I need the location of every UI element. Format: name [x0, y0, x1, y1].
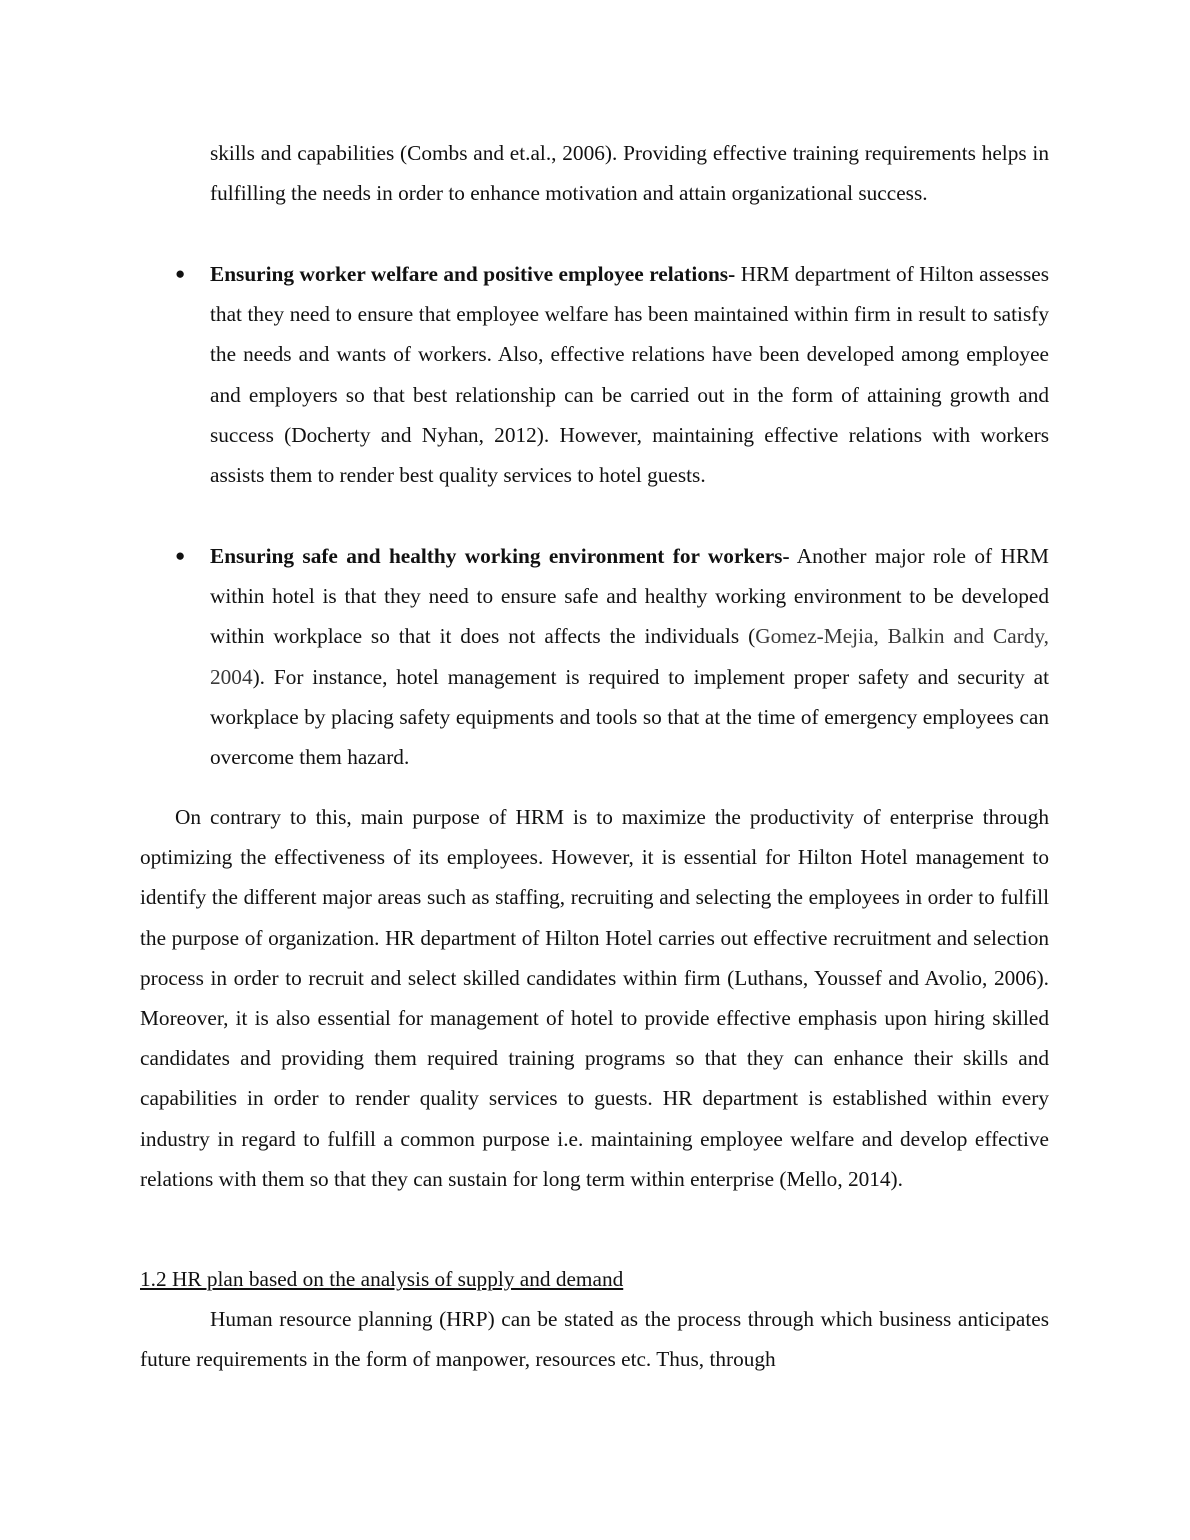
bullet-item-welfare [175, 254, 1049, 495]
bullet-icon: ● [175, 264, 186, 283]
list-continuation-text: skills and capabilities (Combs and et.al., 2006). Providing effective training requirements helps in fulfilling the needs in order to enhance motivation and attain organizational success. [210, 141, 1049, 206]
bullet-icon: ● [175, 546, 186, 565]
section-heading: 1.2 HR plan based on the analysis of supply and demand [140, 1267, 624, 1291]
bullet-text-before: Another major role of HRM within hotel is that they need to ensure safe and healthy working environment to be developed within workplace so that it does not affects the individuals ( [210, 544, 1049, 649]
section-paragraph: Human resource planning (HRP) can be stated as the process through which business anticipates future requirements in the form of manpower, resources etc. Thus, through [140, 1307, 1049, 1372]
bullet-heading: Ensuring safe and healthy working environment for workers- [210, 544, 790, 568]
bullet-text-after: ). For instance, hotel management is required to implement proper safety and security at workplace by placing safety equipments and tools so that at the time of emergency employees can overcome them hazard. [210, 664, 1049, 770]
bullet-item-safety [175, 536, 1049, 777]
bullet-citation: Gomez-Mejia, Balkin and Cardy, 2004 [210, 624, 1049, 689]
bullet-heading: Ensuring worker welfare and positive employee relations- [210, 262, 736, 286]
body-paragraph: On contrary to this, main purpose of HRM is to maximize the productivity of enterprise through optimizing the effectiveness of its employees. However, it is essential for Hilton Hotel management to identify the different major areas such as staffing, recruiting and selecting the employees in order to fulfill the purpose of organization. HR department of Hilton Hotel carries out effective recruitment and selection process in order to recruit and select skilled candidates within firm (Luthans, Youssef and Avolio, 2006). Moreover, it is also essential for management of hotel to provide effective emphasis upon hiring skilled candidates and providing them required training programs so that they can enhance their skills and capabilities in order to render quality services to guests. HR department is established within every industry in regard to fulfill a common purpose i.e. maintaining employee welfare and develop effective relations with them so that they can sustain for long term within enterprise (Mello, 2014). [140, 805, 1049, 1191]
bullet-text: HRM department of Hilton assesses that they need to ensure that employee welfare has been maintained within firm in result to satisfy the needs and wants of workers. Also, effective relations have been developed among employee and employers so that best relationship can be carried out in the form of attaining growth and success (Docherty and Nyhan, 2012). However, maintaining effective relations with workers assists them to render best quality services to hotel guests. [210, 262, 1049, 488]
